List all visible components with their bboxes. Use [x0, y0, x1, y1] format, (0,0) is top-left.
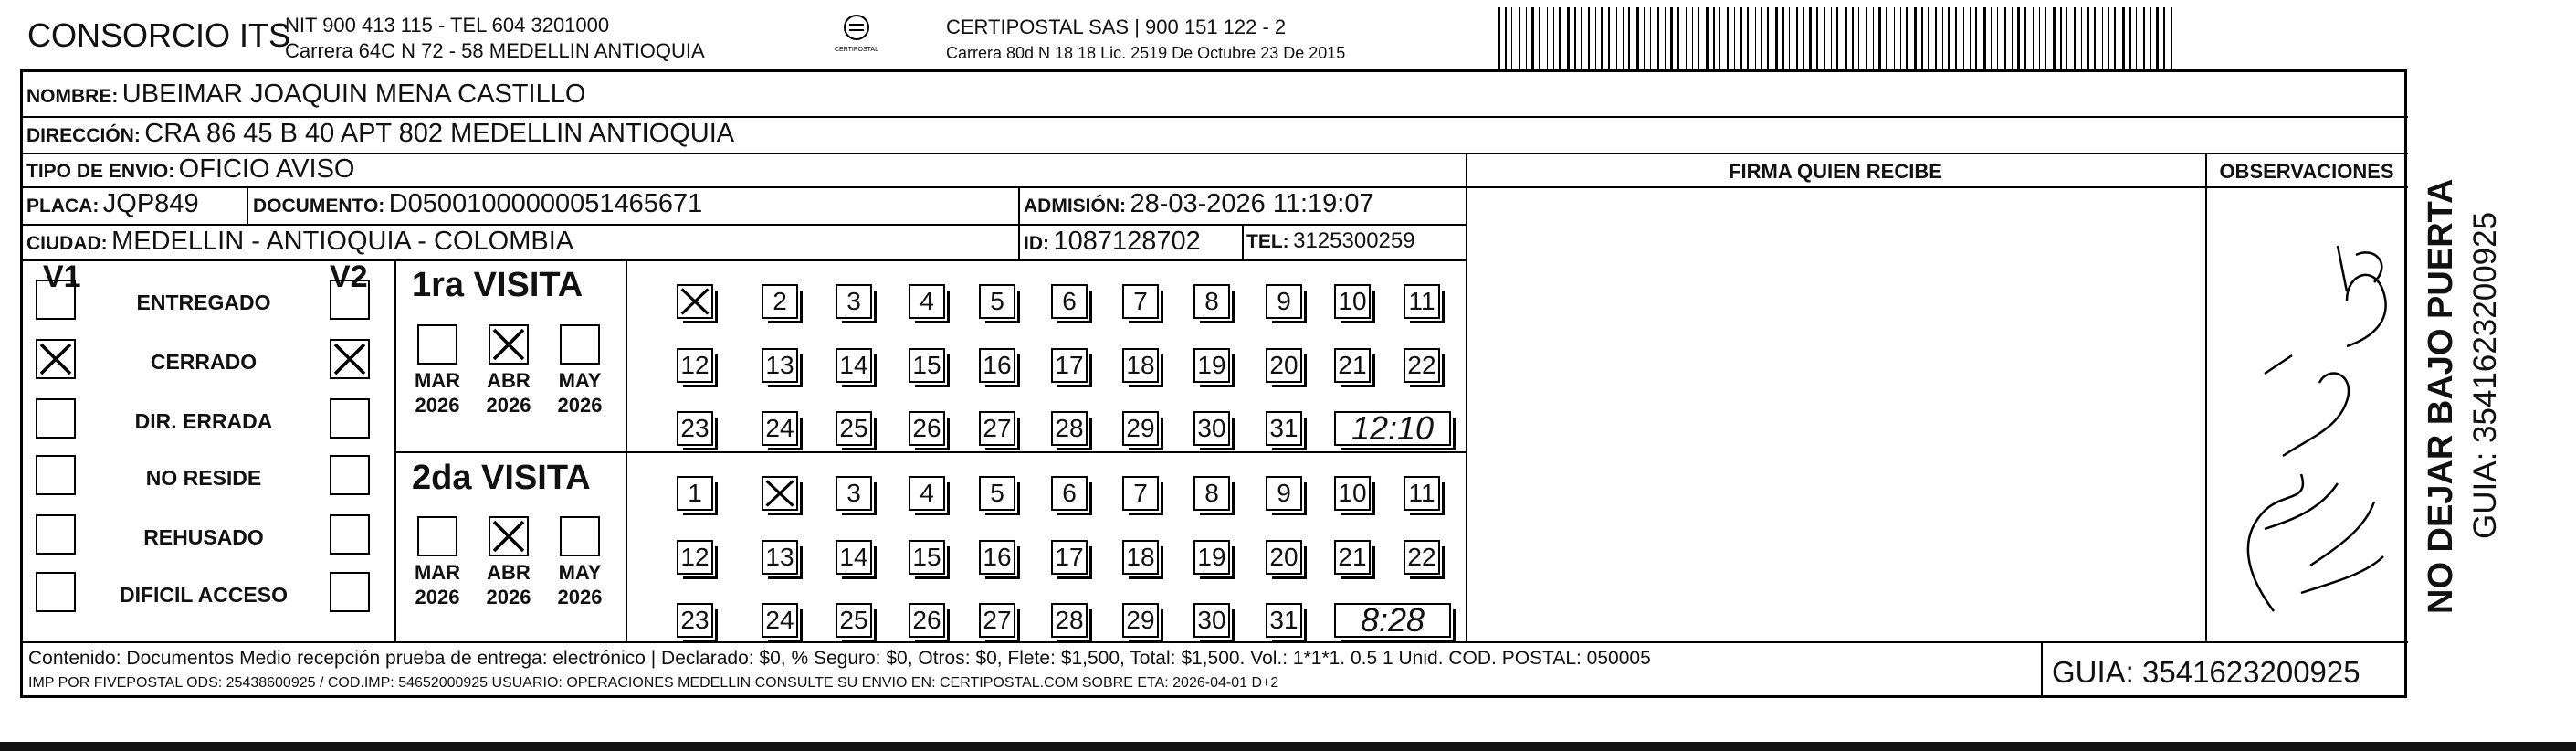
v2-checkbox[interactable] — [330, 455, 370, 495]
v2-checkbox[interactable] — [330, 339, 370, 379]
visit1-day-box[interactable]: 8 — [1193, 284, 1230, 319]
v1-checkbox[interactable] — [36, 339, 76, 379]
visit2-day-box[interactable] — [762, 476, 798, 511]
company-name: CONSORCIO ITS — [27, 16, 291, 54]
visit1-day-box[interactable]: 16 — [979, 348, 1015, 383]
observaciones-header: OBSERVACIONES — [2219, 160, 2394, 183]
admision-value: 28-03-2026 11:19:07 — [1130, 189, 1374, 218]
tel-field — [1246, 228, 1415, 254]
visit2-day-box[interactable]: 13 — [762, 540, 798, 575]
v1-label: V1 — [43, 259, 81, 294]
documento-field — [253, 189, 702, 219]
visit1-day-box[interactable]: 7 — [1122, 284, 1159, 319]
no-dejar-notice: NO DEJAR BAJO PUERTA — [2422, 178, 2460, 614]
page-bottom-edge — [0, 742, 2576, 751]
visit1-month-label: MAY 2026 — [557, 369, 603, 417]
visit2-day-box[interactable]: 7 — [1122, 476, 1159, 511]
v1-checkbox[interactable] — [36, 455, 76, 495]
carrier-license: Carrera 80d N 18 18 Lic. 2519 De Octubre 23 De 2015 — [946, 44, 1346, 62]
visit1-month-checkbox[interactable] — [417, 324, 457, 365]
status-label: ENTREGADO — [136, 291, 271, 314]
visit2-day-box[interactable]: 10 — [1334, 476, 1371, 511]
visit2-day-box[interactable]: 9 — [1266, 476, 1302, 511]
visit2-day-box[interactable]: 23 — [677, 603, 713, 638]
v2-checkbox[interactable] — [330, 514, 370, 555]
footer-content: Contenido: Documentos Medio recepción prueba de entrega: electrónico | Declarado: $0, % Seguro: $0, Otros: $0, Flete: $1,500, Total: $1,500. Vol.: 1*1*1. 0.5 1 Unid. COD. POSTAL: 050005 — [28, 648, 1651, 669]
visit2-title: 2da VISITA — [412, 459, 591, 497]
visit1-time: 12:10 — [1334, 411, 1451, 446]
visit1-day-box[interactable]: 22 — [1404, 348, 1440, 383]
visit1-day-box[interactable]: 5 — [979, 284, 1015, 319]
visit1-day-box[interactable]: 6 — [1051, 284, 1088, 319]
visit2-day-box[interactable]: 25 — [836, 603, 872, 638]
visit1-day-box[interactable]: 21 — [1334, 348, 1371, 383]
footer-guia: GUIA: 3541623200925 — [2052, 655, 2360, 689]
address-line: Carrera 64C N 72 - 58 MEDELLIN ANTIOQUIA — [285, 39, 705, 62]
footer-print-info: IMP POR FIVEPOSTAL ODS: 25438600925 / COD.IMP: 54652000925 USUARIO: OPERACIONES MEDELLIN CONSULTE SU ENVIO EN: CERTIPOSTAL.COM SOBRE ETA: 2026-04-01 D+2 — [28, 675, 1279, 691]
visit1-day-box[interactable]: 11 — [1404, 284, 1440, 319]
visit1-day-box[interactable]: 18 — [1122, 348, 1159, 383]
admision-field — [1024, 189, 1374, 219]
visit2-day-box[interactable]: 27 — [979, 603, 1015, 638]
direccion-field — [26, 119, 734, 149]
visit2-month-checkbox[interactable] — [489, 516, 529, 556]
ciudad-field — [26, 227, 573, 257]
visit1-day-box[interactable]: 4 — [909, 284, 945, 319]
tel-value: 3125300259 — [1293, 228, 1415, 253]
visit2-day-box[interactable]: 8 — [1193, 476, 1230, 511]
visit1-day-box[interactable]: 30 — [1193, 411, 1230, 446]
visit1-day-box[interactable]: 2 — [762, 284, 798, 319]
visit2-day-box[interactable]: 15 — [909, 540, 945, 575]
visit2-day-box[interactable]: 24 — [762, 603, 798, 638]
ciudad-label: CIUDAD: — [26, 233, 108, 254]
id-value: 1087128702 — [1053, 227, 1201, 256]
visit1-month-checkbox[interactable] — [560, 324, 600, 365]
visit2-time: 8:28 — [1334, 603, 1451, 638]
visit2-day-box[interactable]: 1 — [677, 476, 713, 511]
visit2-day-box[interactable]: 14 — [836, 540, 872, 575]
visit2-day-box[interactable]: 29 — [1122, 603, 1159, 638]
certipostal-logo — [833, 13, 880, 55]
v2-checkbox[interactable] — [330, 280, 370, 320]
visit1-day-box[interactable]: 28 — [1051, 411, 1088, 446]
visit1-title: 1ra VISITA — [412, 266, 584, 304]
visit1-day-box[interactable]: 10 — [1334, 284, 1371, 319]
visit2-day-box[interactable]: 3 — [836, 476, 872, 511]
status-label: NO RESIDE — [145, 466, 262, 490]
documento-value: D05001000000051465671 — [388, 189, 703, 218]
v1-checkbox[interactable] — [36, 514, 76, 555]
visit1-day-box[interactable]: 23 — [677, 411, 713, 446]
visit2-month-label: MAR 2026 — [414, 561, 461, 608]
visit2-day-box[interactable]: 28 — [1051, 603, 1088, 638]
visit2-day-box[interactable]: 31 — [1266, 603, 1302, 638]
visit1-day-box[interactable]: 31 — [1266, 411, 1302, 446]
direccion-label: DIRECCIÓN: — [26, 125, 141, 146]
ciudad-value: MEDELLIN - ANTIOQUIA - COLOMBIA — [111, 227, 574, 256]
visit2-day-box[interactable]: 5 — [979, 476, 1015, 511]
firma-header: FIRMA QUIEN RECIBE — [1729, 160, 1942, 183]
side-guia: GUIA: 3541623200925 — [2467, 211, 2503, 539]
status-label: DIFICIL ACCESO — [119, 583, 288, 607]
carrier-line: CERTIPOSTAL SAS | 900 151 122 - 2 — [946, 16, 1287, 38]
visit1-day-box[interactable]: 25 — [836, 411, 872, 446]
v2-checkbox[interactable] — [330, 572, 370, 612]
tipo-envio-field — [26, 154, 354, 185]
visit2-day-box[interactable]: 18 — [1122, 540, 1159, 575]
v1-checkbox[interactable] — [36, 398, 76, 439]
visit2-month-checkbox[interactable] — [560, 516, 600, 556]
visit1-day-box[interactable]: 27 — [979, 411, 1015, 446]
visit1-day-box[interactable]: 13 — [762, 348, 798, 383]
visit1-day-box[interactable]: 12 — [677, 348, 713, 383]
visit2-day-box[interactable]: 16 — [979, 540, 1015, 575]
tipo-envio-value: OFICIO AVISO — [178, 154, 355, 184]
nombre-label: NOMBRE: — [26, 86, 119, 107]
visit2-day-box[interactable]: 26 — [909, 603, 945, 638]
placa-value: JQP849 — [102, 189, 199, 218]
handwritten-observation — [2210, 209, 2402, 639]
visit1-month-checkbox[interactable] — [489, 324, 529, 365]
carrier-info — [946, 15, 1345, 66]
documento-label: DOCUMENTO: — [253, 196, 385, 217]
company-info — [285, 13, 705, 64]
admision-label: ADMISIÓN: — [1024, 196, 1126, 217]
visit1-day-box[interactable]: 15 — [909, 348, 945, 383]
nombre-value: UBEIMAR JOAQUIN MENA CASTILLO — [121, 79, 586, 109]
v1-checkbox[interactable] — [36, 572, 76, 612]
visit2-day-box[interactable]: 22 — [1404, 540, 1440, 575]
id-field — [1024, 227, 1201, 257]
visit2-day-box[interactable]: 11 — [1404, 476, 1440, 511]
v2-label: V2 — [330, 259, 368, 294]
v1-checkbox[interactable] — [36, 280, 76, 320]
visit2-day-box[interactable]: 30 — [1193, 603, 1230, 638]
logo-text: CERTIPOSTAL — [835, 47, 878, 53]
visit1-day-box[interactable]: 14 — [836, 348, 872, 383]
status-label: REHUSADO — [143, 525, 264, 549]
delivery-card — [20, 69, 2407, 698]
visit2-day-box[interactable]: 20 — [1266, 540, 1302, 575]
status-label: CERRADO — [150, 350, 258, 374]
visit1-day-box[interactable]: 19 — [1193, 348, 1230, 383]
header-barcode — [1498, 7, 2178, 69]
visit1-month-label: ABR 2026 — [486, 369, 531, 417]
visit1-day-box[interactable]: 3 — [836, 284, 872, 319]
visit1-day-box[interactable]: 17 — [1051, 348, 1088, 383]
id-label: ID: — [1024, 233, 1049, 254]
visit1-day-box[interactable]: 9 — [1266, 284, 1302, 319]
status-label: DIR. ERRADA — [134, 409, 273, 433]
tel-label: TEL: — [1246, 231, 1289, 252]
tipo-envio-label: TIPO DE ENVIO: — [26, 161, 175, 182]
visit2-day-box[interactable]: 19 — [1193, 540, 1230, 575]
visit2-month-checkbox[interactable] — [417, 516, 457, 556]
nit-line: NIT 900 413 115 - TEL 604 3201000 — [285, 14, 610, 37]
placa-label: PLACA: — [26, 196, 100, 217]
visit2-day-box[interactable]: 12 — [677, 540, 713, 575]
visit1-day-box[interactable]: 26 — [909, 411, 945, 446]
visit2-month-label: ABR 2026 — [486, 561, 531, 608]
visit2-day-box[interactable]: 6 — [1051, 476, 1088, 511]
visit1-day-box[interactable]: 24 — [762, 411, 798, 446]
nombre-field — [26, 79, 585, 110]
placa-field — [26, 189, 199, 219]
visit1-day-box[interactable] — [677, 284, 713, 319]
visit2-day-box[interactable]: 17 — [1051, 540, 1088, 575]
visit1-day-box[interactable]: 20 — [1266, 348, 1302, 383]
v2-checkbox[interactable] — [330, 398, 370, 439]
visit2-day-box[interactable]: 21 — [1334, 540, 1371, 575]
visit1-day-box[interactable]: 29 — [1122, 411, 1159, 446]
visit2-day-box[interactable]: 4 — [909, 476, 945, 511]
visit1-month-label: MAR 2026 — [414, 369, 461, 417]
visit2-month-label: MAY 2026 — [557, 561, 603, 608]
direccion-value: CRA 86 45 B 40 APT 802 MEDELLIN ANTIOQUIA — [144, 119, 735, 148]
